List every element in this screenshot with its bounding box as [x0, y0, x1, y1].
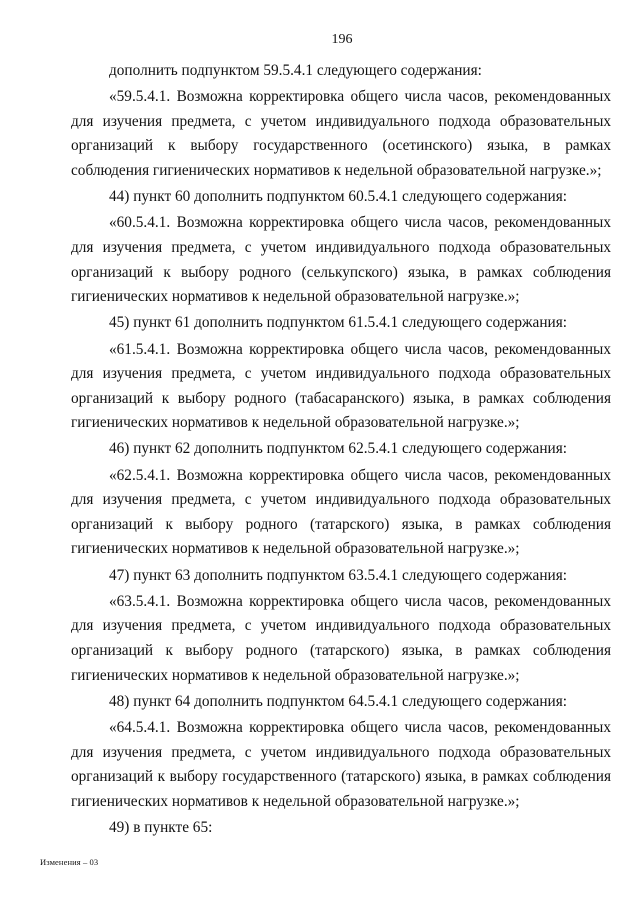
paragraph-item-48: 48) пункт 64 дополнить подпунктом 64.5.4.1 следующего содержания: — [109, 692, 568, 710]
paragraph-item-44: 44) пункт 60 дополнить подпунктом 60.5.4.1 следующего содержания: — [109, 188, 568, 206]
paragraph-item-47: 47) пункт 63 дополнить подпунктом 63.5.4.1 следующего содержания: — [109, 566, 568, 584]
paragraph-64-5-4-1: «64.5.4.1. Возможна корректировка общего числа часов, рекомендованных для изучения предмета, с учетом индивидуального подхода образовательных организаций к выбору государственного (татарского) языка, в рамках соблюдения гигиенических нормативов к недельной образовательной нагрузке.»; — [71, 718, 611, 810]
paragraph-item-45: 45) пункт 61 дополнить подпунктом 61.5.4.1 следующего содержания: — [109, 314, 568, 332]
footer-revision-label: Изменения – 03 — [40, 857, 99, 867]
paragraph-63-5-4-1: «63.5.4.1. Возможна корректировка общего числа часов, рекомендованных для изучения предмета, с учетом индивидуального подхода образовательных организаций к выбору родного (татарского) языка, в рамках соблюдения гигиенических нормативов к недельной образовательной нагрузке.»; — [71, 592, 611, 684]
paragraph-60-5-4-1: «60.5.4.1. Возможна корректировка общего числа часов, рекомендованных для изучения предмета, с учетом индивидуального подхода образовательных организаций к выбору родного (селькупского) языка, в рамках соблюдения гигиенических нормативов к недельной образовательной нагрузке.»; — [71, 214, 611, 306]
paragraph-59-5-4-1: «59.5.4.1. Возможна корректировка общего числа часов, рекомендованных для изучения предмета, с учетом индивидуального подхода образовательных организаций к выбору государственного (осетинского) языка, в рамках соблюдения гигиенических нормативов к недельной образовательной нагрузке.»; — [71, 88, 611, 179]
paragraph-intro: дополнить подпунктом 59.5.4.1 следующего содержания: — [109, 62, 482, 79]
paragraph-item-49: 49) в пункте 65: — [109, 818, 213, 836]
paragraph-61-5-4-1: «61.5.4.1. Возможна корректировка общего числа часов, рекомендованных для изучения предмета, с учетом индивидуального подхода образовательных организаций к выбору родного (табасаранского) языка, в рамках соблюдения гигиенических нормативов к недельной образовательной нагрузке.»; — [71, 340, 611, 432]
page-number: 196 — [331, 32, 353, 47]
document-body — [71, 59, 611, 842]
paragraph-62-5-4-1: «62.5.4.1. Возможна корректировка общего числа часов, рекомендованных для изучения предмета, с учетом индивидуального подхода образовательных организаций к выбору родного (татарского) языка, в рамках соблюдения гигиенических нормативов к недельной образовательной нагрузке.»; — [71, 466, 611, 558]
paragraph-item-46: 46) пункт 62 дополнить подпунктом 62.5.4.1 следующего содержания: — [109, 440, 568, 458]
